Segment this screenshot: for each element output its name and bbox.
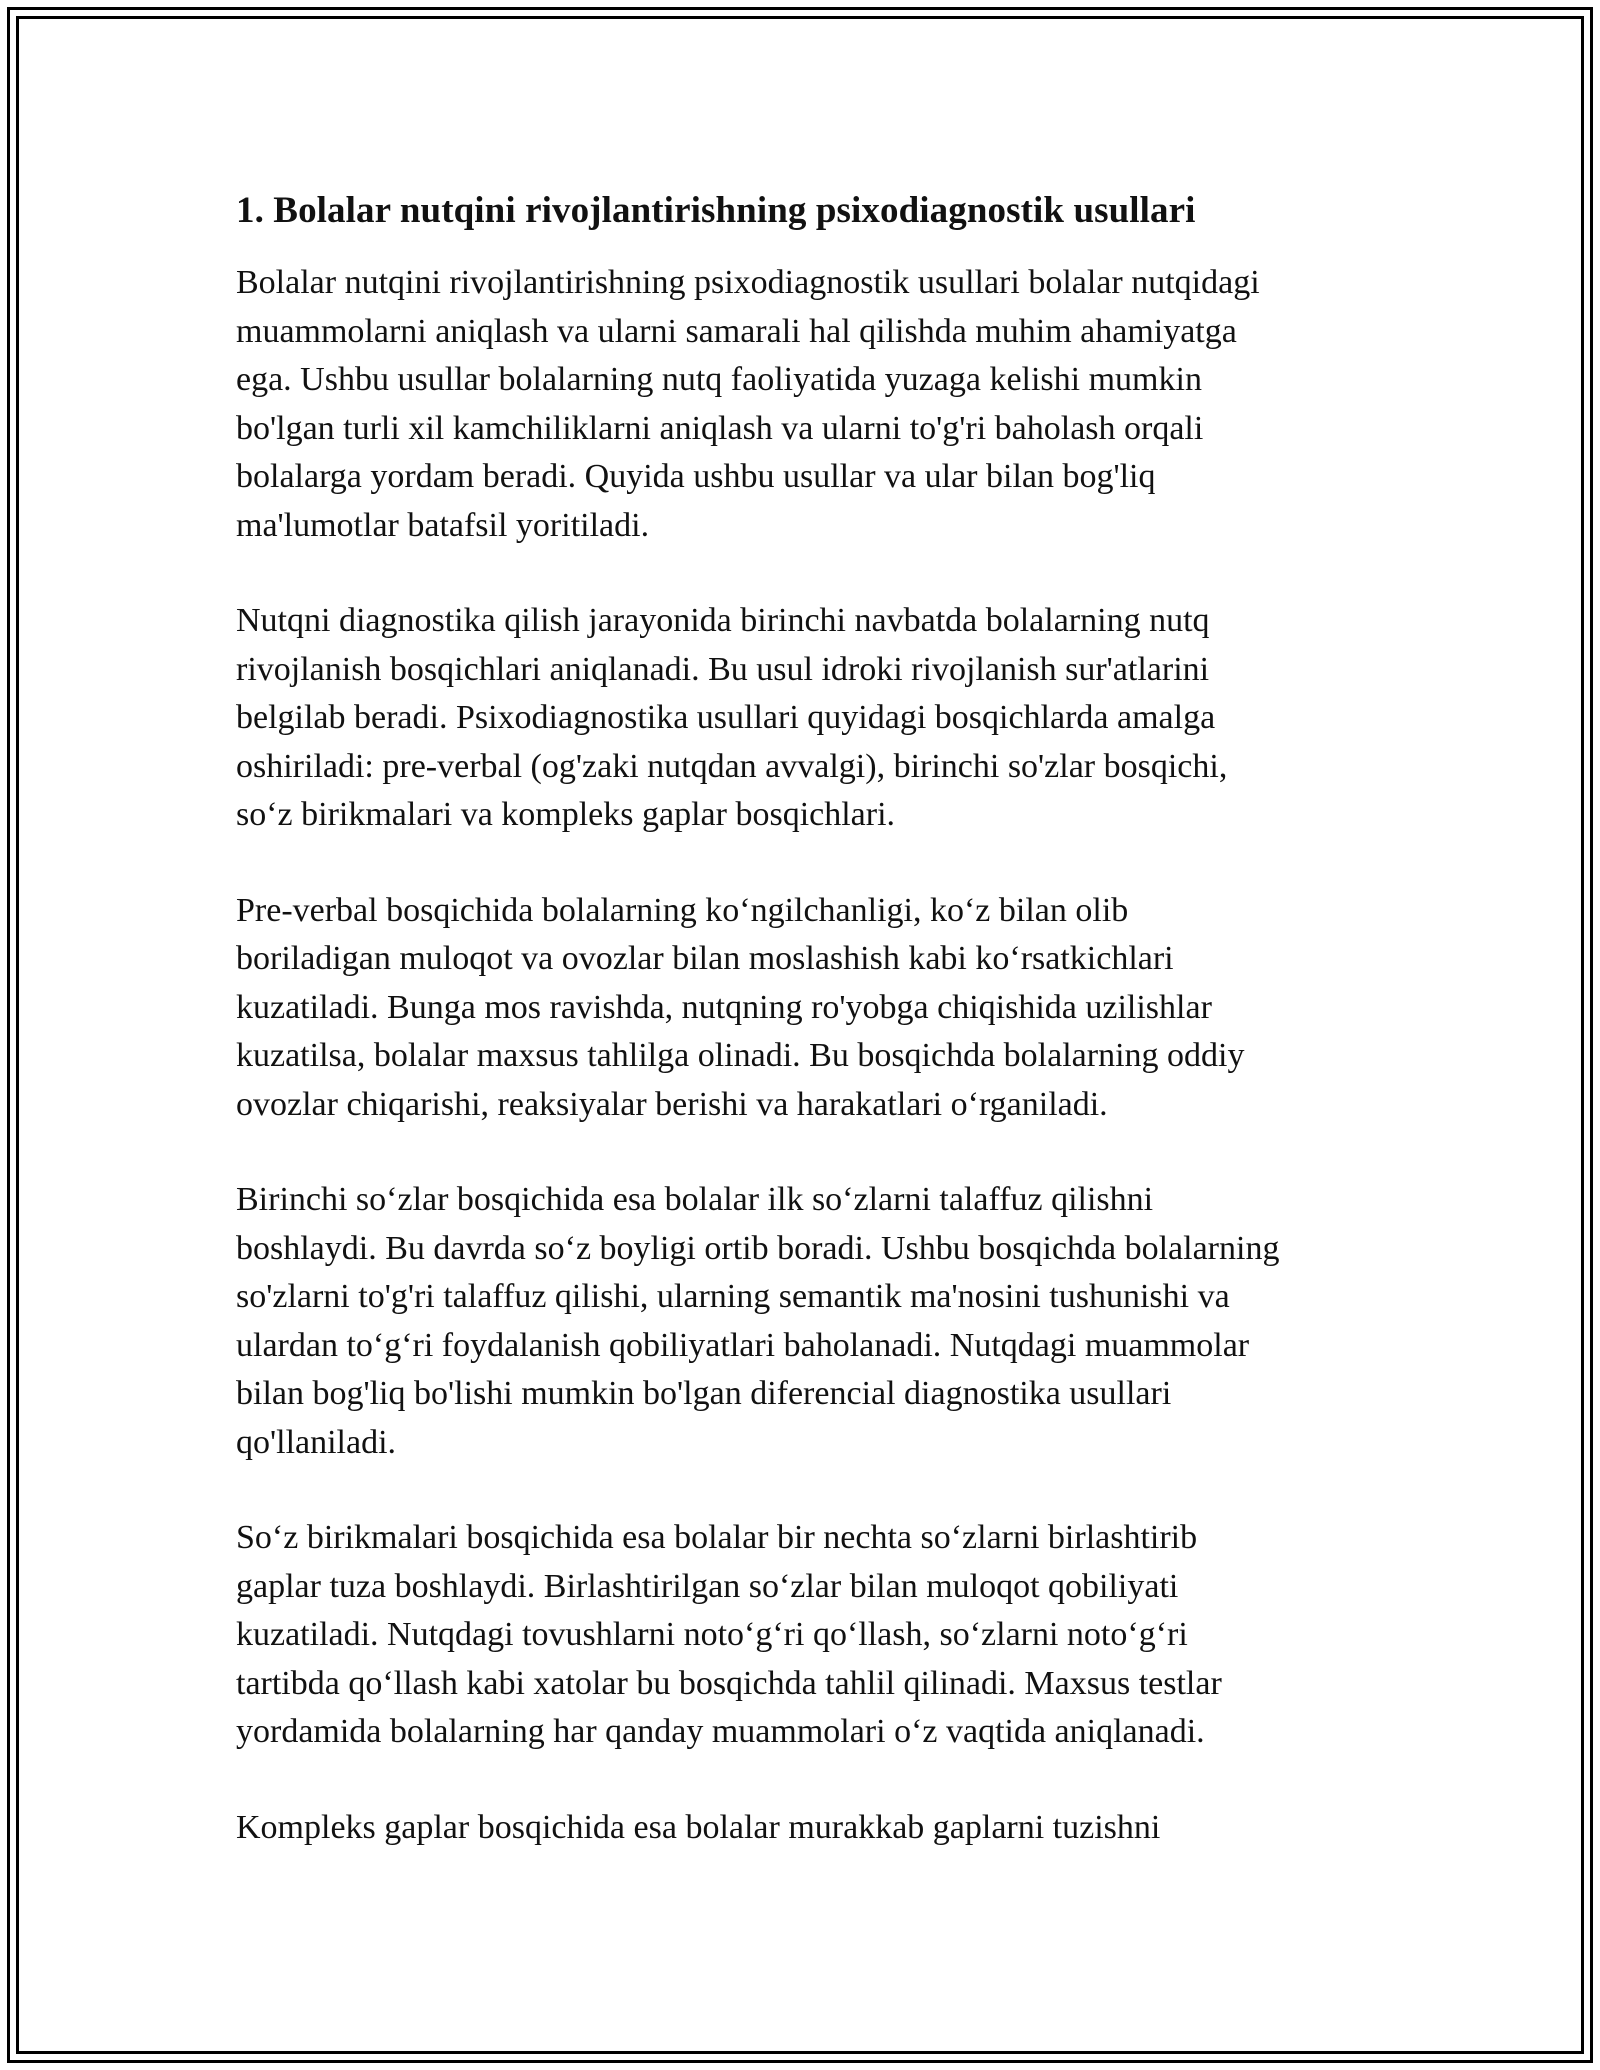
text-line: Pre-verbal bosqichida bolalarning ko‘ngilchanligi, ko‘z bilan olib xyxy=(236,891,1129,929)
text-line: oshiriladi: pre-verbal (og'zaki nutqdan avvalgi), birinchi so'zlar bosqichi, xyxy=(236,747,1228,785)
section-heading: 1. Bolalar nutqini rivojlantirishning psixodiagnostik usullari xyxy=(236,190,1196,231)
text-line: kuzatilsa, bolalar maxsus tahlilga olinadi. Bu bosqichda bolalarning oddiy xyxy=(236,1037,1245,1074)
text-line: qo'llaniladi. xyxy=(236,1423,397,1461)
text-line: boriladigan muloqot va ovozlar bilan moslashish kabi ko‘rsatkichlari xyxy=(236,940,1174,977)
text-line: Birinchi so‘zlar bosqichida esa bolalar ilk so‘zlarni talaffuz qilishni xyxy=(236,1181,1154,1218)
text-line: kuzatiladi. Nutqdagi tovushlarni noto‘g‘ri qo‘llash, so‘zlarni noto‘g‘ri xyxy=(236,1616,1188,1653)
text-line: bolalarga yordam beradi. Quyida ushbu usullar va ular bilan bog'liq xyxy=(236,458,1156,495)
text-line: Bolalar nutqini rivojlantirishning psixodiagnostik usullari bolalar nutqidagi xyxy=(236,264,1260,301)
paragraph-diagnostics xyxy=(236,597,1386,840)
text-line: gaplar tuza boshlaydi. Birlashtirilgan so‘zlar bilan muloqot qobiliyati xyxy=(236,1567,1179,1605)
text-line: Kompleks gaplar bosqichida esa bolalar murakkab gaplarni tuzishni xyxy=(236,1808,1161,1846)
paragraph-first-words xyxy=(236,1176,1386,1467)
text-line: so‘z birikmalari va kompleks gaplar bosqichlari. xyxy=(236,796,896,833)
text-line: tartibda qo‘llash kabi xatolar bu bosqichda tahlil qilinadi. Maxsus testlar xyxy=(236,1664,1222,1702)
text-line: ulardan to‘g‘ri foydalanish qobiliyatlari baholanadi. Nutqdagi muammolar xyxy=(236,1326,1250,1364)
text-line: bilan bog'liq bo'lishi mumkin bo'lgan diferencial diagnostika usullari xyxy=(236,1375,1172,1412)
text-line: boshlaydi. Bu davrda so‘z boyligi ortib boradi. Ushbu bosqichda bolalarning xyxy=(236,1229,1280,1267)
paragraph-complex-sentences xyxy=(236,1804,1386,1853)
text-line: kuzatiladi. Bunga mos ravishda, nutqning ro'yobga chiqishida uzilishlar xyxy=(236,988,1212,1026)
text-line: ega. Ushbu usullar bolalarning nutq faoliyatida yuzaga kelishi mumkin xyxy=(236,361,1202,398)
text-line: ovozlar chiqarishi, reaksiyalar berishi va harakatlari o‘rganiladi. xyxy=(236,1085,1108,1123)
text-line: So‘z birikmalari bosqichida esa bolalar bir nechta so‘zlarni birlashtirib xyxy=(236,1519,1198,1556)
text-line: bo'lgan turli xil kamchiliklarni aniqlash va ularni to'g'ri baholash orqali xyxy=(236,409,1204,447)
text-line: so'zlarni to'g'ri talaffuz qilishi, ularning semantik ma'nosini tushunishi va xyxy=(236,1278,1230,1315)
paragraph-pre-verbal xyxy=(236,887,1386,1130)
text-line: muammolarni aniqlash va ularni samarali hal qilishda muhim ahamiyatga xyxy=(236,312,1237,350)
text-line: Nutqni diagnostika qilish jarayonida birinchi navbatda bolalarning nutq xyxy=(236,602,1210,639)
text-line: rivojlanish bosqichlari aniqlanadi. Bu usul idroki rivojlanish sur'atlarini xyxy=(236,650,1210,688)
text-line: yordamida bolalarning har qanday muammolari o‘z vaqtida aniqlanadi. xyxy=(236,1713,1205,1750)
document-body xyxy=(236,185,1386,1899)
text-line: ma'lumotlar batafsil yoritiladi. xyxy=(236,506,650,544)
text-line: belgilab beradi. Psixodiagnostika usullari quyidagi bosqichlarda amalga xyxy=(236,699,1216,736)
paragraph-intro xyxy=(236,259,1386,550)
paragraph-word-combinations xyxy=(236,1514,1386,1757)
